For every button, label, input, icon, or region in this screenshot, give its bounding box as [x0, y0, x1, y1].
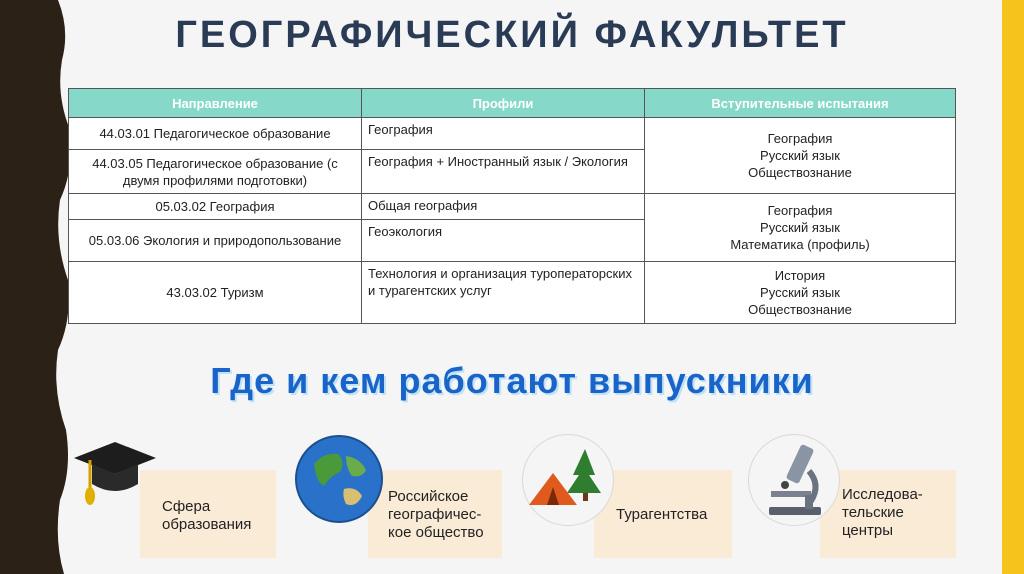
direction-cell: 05.03.02 География [69, 194, 362, 220]
career-card-travel-agencies [594, 470, 732, 558]
direction-cell: 43.03.02 Туризм [69, 262, 362, 324]
exam-item: Обществознание [748, 165, 852, 180]
globe-icon [294, 434, 384, 524]
microscope-icon [748, 434, 840, 526]
graduation-cap-icon [70, 428, 160, 518]
profile-cell: Геоэкология [362, 220, 645, 262]
exam-item: География [767, 131, 833, 146]
exam-item: География [767, 203, 833, 218]
exam-item: Русский язык [760, 285, 840, 300]
career-label: Сфера образования [162, 498, 252, 533]
career-card-geo-society [368, 470, 502, 558]
exams-cell [645, 262, 956, 324]
profile-cell: География [362, 118, 645, 150]
page-title: ГЕОГРАФИЧЕСКИЙ ФАКУЛЬТЕТ [175, 14, 849, 56]
career-card-education [140, 470, 276, 558]
career-label: Исследова-тельские центры [842, 486, 923, 539]
header-profiles: Профили [362, 89, 645, 118]
career-label: Российское географичес-кое общество [388, 488, 484, 541]
table-row [69, 118, 956, 150]
profile-cell: Общая география [362, 194, 645, 220]
table-row [69, 262, 956, 324]
exam-item: История [774, 268, 826, 283]
profile-cell: География + Иностранный язык / Экология [362, 150, 645, 194]
header-exams: Вступительные испытания [645, 89, 956, 118]
accent-bar [1002, 0, 1024, 574]
header-direction: Направление [69, 89, 362, 118]
exam-item: Русский язык [760, 220, 840, 235]
direction-cell: 05.03.06 Экология и природопользование [69, 220, 362, 262]
profile-cell: Технология и организация туроператорских и турагентских услуг [362, 262, 645, 324]
exam-item: Обществознание [748, 302, 852, 317]
direction-cell: 44.03.01 Педагогическое образование [69, 118, 362, 150]
table-row [69, 194, 956, 220]
career-card-research-centers [820, 470, 956, 558]
career-label: Турагентства [616, 506, 708, 523]
exam-item: Математика (профиль) [730, 237, 870, 252]
direction-cell: 44.03.05 Педагогическое образование (с двумя профилями подготовки) [69, 150, 362, 194]
exams-cell [645, 194, 956, 262]
exam-item: Русский язык [760, 148, 840, 163]
table-header-row [69, 89, 956, 118]
tent-icon [522, 434, 614, 526]
exams-cell [645, 118, 956, 194]
section-subtitle: Где и кем работают выпускники [210, 360, 814, 401]
programs-table [68, 88, 956, 324]
